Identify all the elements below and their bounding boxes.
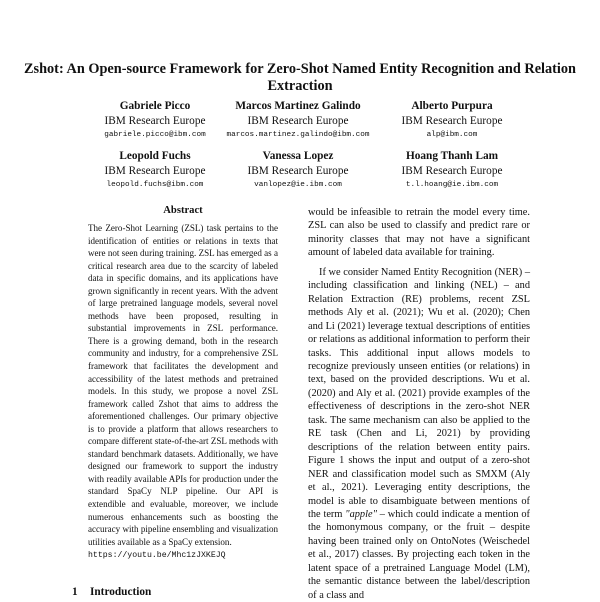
paragraph: would be infeasible to retrain the model every time. ZSL can also be used to classify and predict rare or minority classes that may not have a significant amount of labeled data available for training. bbox=[308, 207, 530, 259]
abstract-text: The Zero-Shot Learning (ZSL) task pertains to the identification of entities or relations in texts that were not seen during training. ZSL has emerged as a critical research area due to the scarcity of labeled data in specific domains, and its applications have grown significantly in recent years. With the advent of large pretrained language models, several novel methods have been proposed, resulting in substantial improvements in ZSL performance. There is a growing demand, both in the research community and industry, for a comprehensive ZSL framework that facilitates the development and accessibility of the latest methods and pretrained models. In this study, we propose a novel ZSL framework called Zshot that aims to address the aforementioned challenges. Our primary objective is to provide a platform that allows researchers to compare different state-of-the-art ZSL methods with standard benchmark datasets. Additionally, we have designed our framework to support the industry with readily available APIs for production under the standard SpaCy NLP pipeline. Our API is extendible and evaluable, moreover, we include numerous enhancements such as boosting the accuracy with pipeline ensembling and visualization utilities available as a SpaCy extension. bbox=[88, 223, 278, 547]
author-affiliation: IBM Research Europe bbox=[401, 164, 503, 177]
author-affiliation: IBM Research Europe bbox=[104, 114, 206, 127]
right-column bbox=[308, 206, 530, 602]
author-name: Alberto Purpura bbox=[411, 100, 493, 112]
author-email: t.l.hoang@ie.ibm.com bbox=[405, 181, 499, 189]
paragraph bbox=[308, 266, 530, 602]
author-block bbox=[357, 149, 547, 193]
author-affiliation: IBM Research Europe bbox=[401, 114, 503, 127]
paragraph-text: – which could indicate a mention of the homonymous company, or the fruit – despite having been trained only on OntoNotes (Weischedel et al., 2017) classes. By projecting each token in the latent space of a pretrained Language Model (LM), the semantic distance between the label/description of a class and bbox=[308, 508, 530, 601]
author-name: Leopold Fuchs bbox=[119, 150, 191, 162]
author-affiliation: IBM Research Europe bbox=[247, 114, 349, 127]
author-email: vanlopez@ie.ibm.com bbox=[254, 181, 342, 189]
author-name: Gabriele Picco bbox=[119, 100, 191, 112]
section-title: Introduction bbox=[90, 586, 152, 598]
emphasized-term: "apple" bbox=[345, 508, 377, 520]
paper-title: Zshot: An Open-source Framework for Zero-Shot Named Entity Recognition and Relation Extraction bbox=[23, 61, 576, 94]
author-name: Hoang Thanh Lam bbox=[405, 150, 499, 162]
author-affiliation: IBM Research Europe bbox=[247, 164, 349, 177]
abstract-video-link[interactable]: https://youtu.be/Mhc1zJXKEJQ bbox=[88, 551, 226, 561]
author-affiliation: IBM Research Europe bbox=[104, 164, 206, 177]
author-email: marcos.martinez.galindo@ibm.com bbox=[226, 131, 370, 139]
author-email: gabriele.picco@ibm.com bbox=[104, 131, 206, 139]
section-heading bbox=[72, 586, 151, 598]
author-name: Marcos Martinez Galindo bbox=[235, 100, 361, 112]
paragraph-text: If we consider Named Entity Recognition (NER) – including classification and linking (NEL) – and Relation Extraction (RE) problems, recent ZSL methods Aly et al. (2021); Wu et al. (2020); Chen and Li (2021) leverage textual descriptions of entities or relations as additional information to perform their tasks. This additional input allows models to recognize previously unseen entities (or relations) in text, based on the provided descriptions. Wu et al. (2020) and Aly et al. (2021) provide examples of the effectiveness of descriptions in the zero-shot NER task. The same mechanism can also be applied to the RE task (Chen and Li, 2021) by providing descriptions of the relation between entity pairs. Figure 1 shows the input and output of a zero-shot NER and classification model such as SMXM (Aly et al., 2021). Leveraging entity descriptions, the model is able to disambiguate between mentions of the term bbox=[308, 266, 530, 520]
author-email: alp@ibm.com bbox=[426, 131, 478, 139]
author-name: Vanessa Lopez bbox=[262, 150, 334, 162]
abstract-heading: Abstract bbox=[163, 205, 203, 216]
author-block bbox=[357, 99, 547, 143]
abstract-body bbox=[88, 222, 278, 563]
author-email: leopold.fuchs@ibm.com bbox=[106, 181, 204, 189]
section-number: 1 bbox=[72, 586, 78, 598]
